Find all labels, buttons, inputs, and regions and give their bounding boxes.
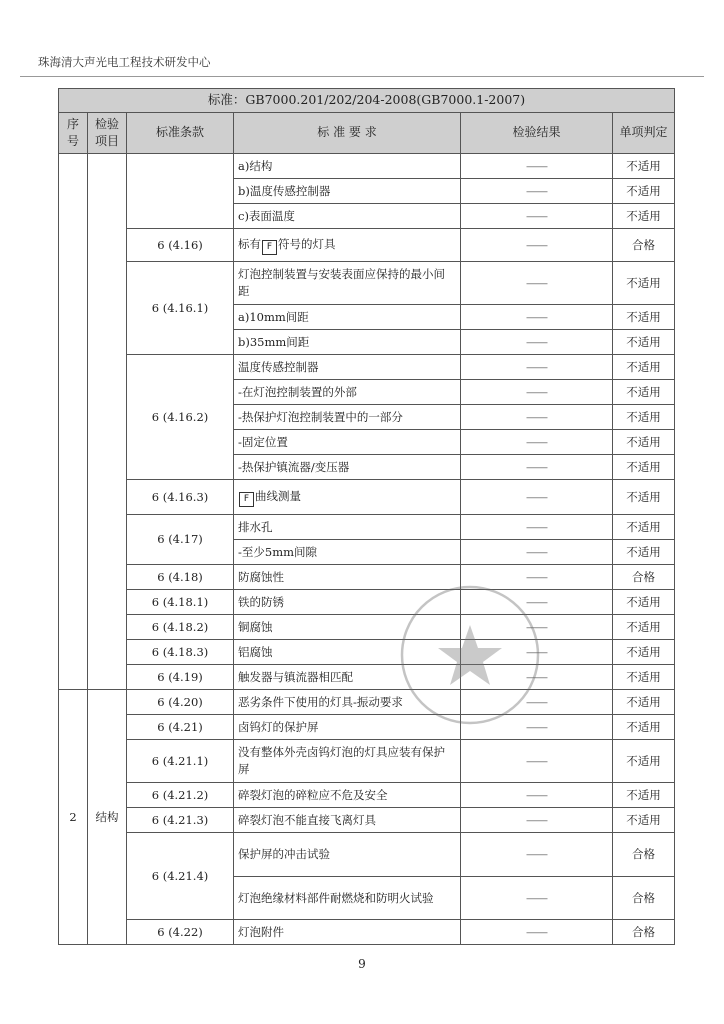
col-clause-header: 标准条款 xyxy=(127,113,234,154)
clause-cell: 6 (4.21) xyxy=(127,715,234,740)
result-cell: —— xyxy=(461,783,613,808)
result-cell: —— xyxy=(461,515,613,540)
verdict-cell: 不适用 xyxy=(613,540,675,565)
col-item-header: 检验项目 xyxy=(88,113,127,154)
result-cell: —— xyxy=(461,640,613,665)
verdict-cell: 不适用 xyxy=(613,665,675,690)
requirement-cell: 碎裂灯泡不能直接飞离灯具 xyxy=(234,808,461,833)
requirement-cell: a)10mm间距 xyxy=(234,305,461,330)
table-row xyxy=(59,715,675,740)
clause-cell: 6 (4.22) xyxy=(127,920,234,945)
requirement-cell: 排水孔 xyxy=(234,515,461,540)
requirement-cell: 触发器与镇流器相匹配 xyxy=(234,665,461,690)
clause-cell: 6 (4.18.1) xyxy=(127,590,234,615)
requirement-cell: 灯泡控制装置与安装表面应保持的最小间距 xyxy=(234,262,461,305)
verdict-cell: 不适用 xyxy=(613,305,675,330)
organization-header: 珠海清大声光电工程技术研发中心 xyxy=(38,55,211,69)
result-cell: —— xyxy=(461,690,613,715)
clause-cell: 6 (4.21.2) xyxy=(127,783,234,808)
requirement-cell xyxy=(234,229,461,262)
verdict-cell: 不适用 xyxy=(613,715,675,740)
verdict-cell: 不适用 xyxy=(613,330,675,355)
result-cell: —— xyxy=(461,405,613,430)
standard-title: 标准：GB7000.201/202/204-2008(GB7000.1-2007) xyxy=(59,89,675,113)
inspection-table xyxy=(58,88,675,945)
verdict-cell: 不适用 xyxy=(613,179,675,204)
requirement-cell: -热保护镇流器/变压器 xyxy=(234,455,461,480)
seq-cell-blank xyxy=(59,154,88,690)
result-cell: —— xyxy=(461,204,613,229)
result-cell: —— xyxy=(461,430,613,455)
requirement-text-after: 符号的灯具 xyxy=(278,236,336,251)
verdict-cell: 不适用 xyxy=(613,405,675,430)
result-cell: —— xyxy=(461,480,613,515)
requirement-text-after: 曲线测量 xyxy=(255,488,301,503)
table-row xyxy=(59,690,675,715)
verdict-cell: 不适用 xyxy=(613,430,675,455)
table-row xyxy=(59,355,675,380)
clause-cell: 6 (4.17) xyxy=(127,515,234,565)
requirement-cell: 恶劣条件下使用的灯具-振动要求 xyxy=(234,690,461,715)
verdict-cell: 不适用 xyxy=(613,783,675,808)
page-number: 9 xyxy=(358,957,366,971)
clause-cell xyxy=(127,154,234,229)
verdict-cell: 合格 xyxy=(613,565,675,590)
verdict-cell: 合格 xyxy=(613,833,675,877)
verdict-cell: 不适用 xyxy=(613,262,675,305)
result-cell: —— xyxy=(461,262,613,305)
table-row xyxy=(59,740,675,783)
verdict-cell: 不适用 xyxy=(613,590,675,615)
requirement-cell: -固定位置 xyxy=(234,430,461,455)
verdict-cell: 不适用 xyxy=(613,808,675,833)
requirement-cell: 铁的防锈 xyxy=(234,590,461,615)
f-mark-symbol-icon: F xyxy=(262,240,277,255)
requirement-cell: 铜腐蚀 xyxy=(234,615,461,640)
requirement-cell: -在灯泡控制装置的外部 xyxy=(234,380,461,405)
clause-cell: 6 (4.18.3) xyxy=(127,640,234,665)
result-cell: —— xyxy=(461,455,613,480)
verdict-cell: 不适用 xyxy=(613,480,675,515)
clause-cell: 6 (4.16.1) xyxy=(127,262,234,355)
item-cell-blank xyxy=(88,154,127,690)
verdict-cell: 不适用 xyxy=(613,455,675,480)
table-row xyxy=(59,615,675,640)
clause-cell: 6 (4.21.3) xyxy=(127,808,234,833)
table-row xyxy=(59,262,675,305)
verdict-cell: 合格 xyxy=(613,920,675,945)
result-cell: —— xyxy=(461,665,613,690)
table-row xyxy=(59,665,675,690)
verdict-cell: 不适用 xyxy=(613,204,675,229)
result-cell: —— xyxy=(461,179,613,204)
requirement-cell: 灯泡附件 xyxy=(234,920,461,945)
result-cell: —— xyxy=(461,740,613,783)
result-cell: —— xyxy=(461,305,613,330)
result-cell: —— xyxy=(461,330,613,355)
verdict-cell: 不适用 xyxy=(613,154,675,179)
requirement-cell: 没有整体外壳卤钨灯泡的灯具应装有保护屏 xyxy=(234,740,461,783)
clause-cell: 6 (4.16) xyxy=(127,229,234,262)
col-requirement-header: 标 准 要 求 xyxy=(234,113,461,154)
verdict-cell: 合格 xyxy=(613,229,675,262)
requirement-cell: b)温度传感控制器 xyxy=(234,179,461,204)
result-cell: —— xyxy=(461,229,613,262)
requirement-cell: c)表面温度 xyxy=(234,204,461,229)
requirement-cell: 卤钨灯的保护屏 xyxy=(234,715,461,740)
column-header-row xyxy=(59,113,675,154)
requirement-cell xyxy=(234,480,461,515)
clause-cell: 6 (4.21.1) xyxy=(127,740,234,783)
requirement-text: 标有 xyxy=(238,236,261,251)
header-rule xyxy=(20,76,704,77)
result-cell: —— xyxy=(461,590,613,615)
verdict-cell: 不适用 xyxy=(613,380,675,405)
table-row xyxy=(59,833,675,877)
requirement-cell: 铝腐蚀 xyxy=(234,640,461,665)
col-seq-header: 序号 xyxy=(59,113,88,154)
table-row xyxy=(59,154,675,179)
requirement-cell: -至少5mm间隙 xyxy=(234,540,461,565)
verdict-cell: 不适用 xyxy=(613,615,675,640)
table-row xyxy=(59,920,675,945)
result-cell: —— xyxy=(461,355,613,380)
result-cell: —— xyxy=(461,877,613,920)
verdict-cell: 不适用 xyxy=(613,355,675,380)
requirement-cell: 温度传感控制器 xyxy=(234,355,461,380)
requirement-cell: a)结构 xyxy=(234,154,461,179)
table-row xyxy=(59,480,675,515)
table-row xyxy=(59,783,675,808)
standard-banner-row xyxy=(59,89,675,113)
result-cell: —— xyxy=(461,920,613,945)
requirement-cell: 保护屏的冲击试验 xyxy=(234,833,461,877)
result-cell: —— xyxy=(461,380,613,405)
requirement-cell: b)35mm间距 xyxy=(234,330,461,355)
verdict-cell: 合格 xyxy=(613,877,675,920)
verdict-cell: 不适用 xyxy=(613,640,675,665)
table-row xyxy=(59,640,675,665)
verdict-cell: 不适用 xyxy=(613,515,675,540)
f-mark-symbol-icon: F xyxy=(239,492,254,507)
clause-cell: 6 (4.18.2) xyxy=(127,615,234,640)
table-row xyxy=(59,565,675,590)
requirement-cell: 防腐蚀性 xyxy=(234,565,461,590)
clause-cell: 6 (4.16.2) xyxy=(127,355,234,480)
clause-cell: 6 (4.16.3) xyxy=(127,480,234,515)
requirement-cell: -热保护灯泡控制装置中的一部分 xyxy=(234,405,461,430)
table-row xyxy=(59,808,675,833)
seq-cell: 2 xyxy=(59,690,88,945)
clause-cell: 6 (4.21.4) xyxy=(127,833,234,920)
result-cell: —— xyxy=(461,615,613,640)
requirement-cell: 灯泡绝缘材料部件耐燃烧和防明火试验 xyxy=(234,877,461,920)
clause-cell: 6 (4.19) xyxy=(127,665,234,690)
result-cell: —— xyxy=(461,715,613,740)
result-cell: —— xyxy=(461,833,613,877)
requirement-cell: 碎裂灯泡的碎粒应不危及安全 xyxy=(234,783,461,808)
item-cell: 结构 xyxy=(88,690,127,945)
result-cell: —— xyxy=(461,808,613,833)
table-row xyxy=(59,590,675,615)
verdict-cell: 不适用 xyxy=(613,690,675,715)
result-cell: —— xyxy=(461,540,613,565)
clause-cell: 6 (4.20) xyxy=(127,690,234,715)
result-cell: —— xyxy=(461,565,613,590)
table-row xyxy=(59,229,675,262)
col-verdict-header: 单项判定 xyxy=(613,113,675,154)
result-cell: —— xyxy=(461,154,613,179)
col-result-header: 检验结果 xyxy=(461,113,613,154)
table-row xyxy=(59,515,675,540)
verdict-cell: 不适用 xyxy=(613,740,675,783)
clause-cell: 6 (4.18) xyxy=(127,565,234,590)
